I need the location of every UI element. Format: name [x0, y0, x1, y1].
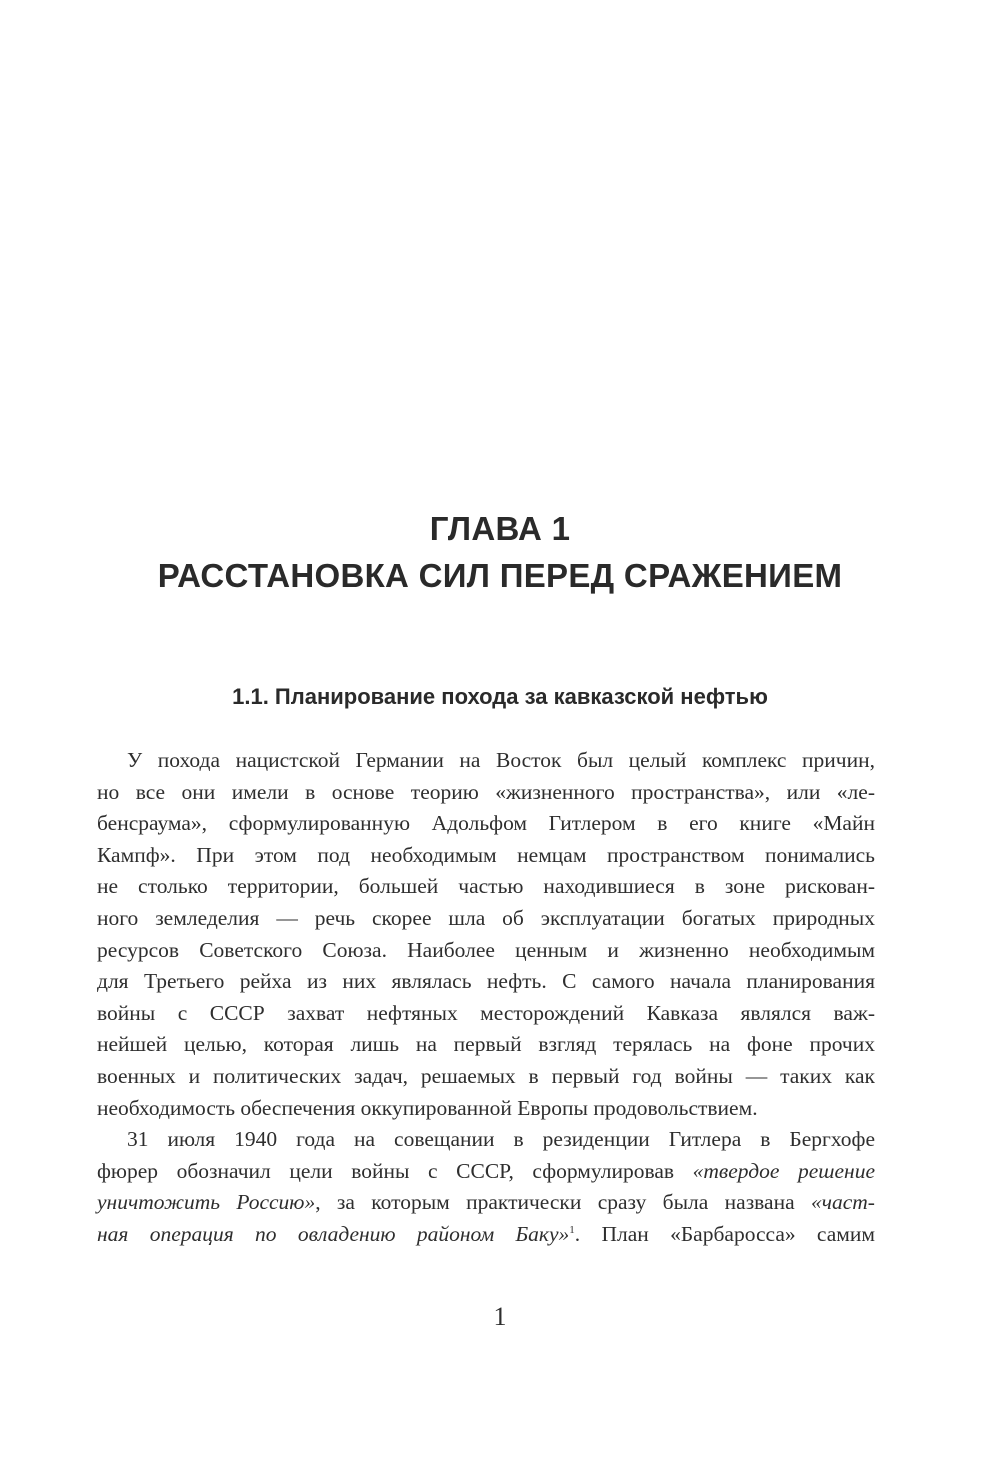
paragraph-line: войны с СССР захват нефтяных месторождений Кавказа являлся важ-	[97, 1000, 875, 1025]
paragraph-line: не столько территории, большей частью находившиеся в зоне рискован-	[97, 874, 875, 899]
paragraph-line: У похода нацистской Германии на Восток был целый комплекс причин,	[127, 748, 875, 772]
section-heading: 1.1. Планирование похода за кавказской нефтью	[232, 684, 768, 709]
paragraph-line: 31 июля 1940 года на совещании в резиденции Гитлера в Бергхофе	[127, 1127, 875, 1152]
text-run: . План «Барбаросса» самим	[574, 1221, 875, 1246]
paragraph-line: ресурсов Советского Союза. Наиболее ценным и жизненно необходимым	[97, 937, 875, 962]
quote-italic: ная операция по овладению районом Баку»	[97, 1221, 570, 1246]
quote-italic: «част-	[810, 1190, 875, 1215]
paragraph-line	[97, 1156, 875, 1188]
paragraph-line: для Третьего рейха из них являлась нефть. С самого начала планирования	[97, 969, 875, 994]
chapter-heading	[0, 505, 1000, 599]
chapter-title: РАССТАНОВКА СИЛ ПЕРЕД СРАЖЕНИЕМ	[157, 557, 843, 594]
paragraph-line: бенсраума», сформулированную Адольфом Гитлером в его книге «Майн	[97, 811, 875, 836]
page-number: 1	[493, 1302, 507, 1331]
footnote-marker: 1	[569, 1223, 575, 1236]
paragraph-line	[97, 1187, 875, 1219]
paragraph-line: но все они имели в основе теорию «жизненного пространства», или «ле-	[97, 779, 875, 804]
paragraph-line: необходимость обеспечения оккупированной Европы продовольствием.	[97, 1095, 758, 1120]
text-run: фюрер обозначил цели войны с СССР, сформулировав	[97, 1158, 693, 1183]
body-text	[97, 745, 875, 1251]
paragraph-line: ного земледелия — речь скорее шла об эксплуатации богатых природных	[97, 905, 875, 930]
paragraph-line: нейшей целью, которая лишь на первый взгляд терялась на фоне прочих	[97, 1032, 875, 1057]
paragraph-line: Кампф». При этом под необходимым немцам пространством понимались	[97, 842, 875, 867]
quote-italic: уничтожить Россию»	[97, 1190, 316, 1215]
paragraph-line	[97, 1219, 875, 1251]
quote-italic: «твердое решение	[692, 1158, 876, 1183]
text-run: , за которым практически сразу была названа	[315, 1190, 811, 1215]
chapter-number: ГЛАВА 1	[429, 510, 571, 547]
paragraph-line: военных и политических задач, решаемых в первый год войны — таких как	[97, 1063, 875, 1088]
